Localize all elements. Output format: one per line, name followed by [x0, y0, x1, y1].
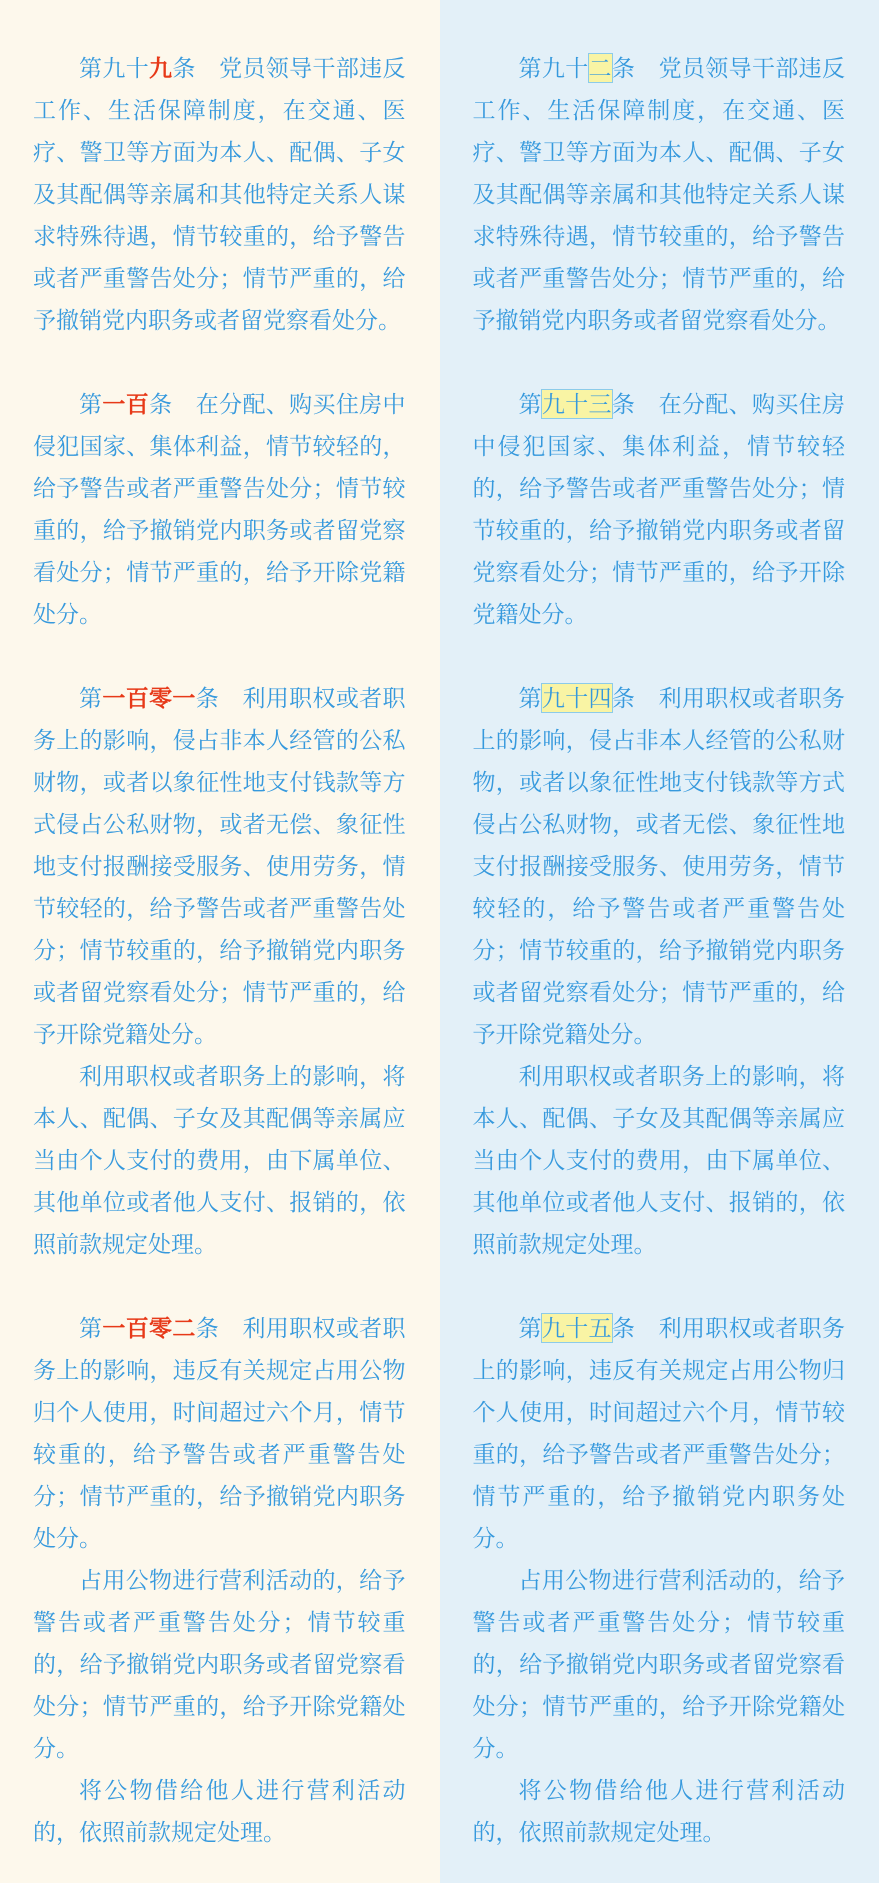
changed-number-highlight: 九十三: [542, 390, 612, 418]
article-text: 条 利用职权或者职务上的影响，违反有关规定占用公物归个人使用，时间超过六个月，情节较重的，给予警告或者严重警告处分；情节严重的，给予撤销党内职务处分。: [473, 1315, 846, 1551]
article-text: 第: [79, 1315, 102, 1341]
article-text: 条 党员领导干部违反工作、生活保障制度，在交通、医疗、警卫等方面为本人、配偶、子女及其配偶等亲属和其他特定关系人谋求特殊待遇，情节较重的，给予警告或者严重警告处分；情节严重的，给予撤销党内职务或者留党察看处分。: [33, 55, 406, 333]
article-text: 将公物借给他人进行营利活动的，依照前款规定处理。: [33, 1777, 406, 1845]
article: [473, 1307, 846, 1853]
article: [473, 47, 846, 341]
paragraph: [473, 1055, 846, 1265]
article-text: 条 在分配、购买住房中侵犯国家、集体利益，情节较轻的，给予警告或者严重警告处分；情节较重的，给予撤销党内职务或者留党察看处分；情节严重的，给予开除党籍处分。: [473, 391, 846, 627]
article-text: 第九十: [79, 55, 149, 81]
article-text: 将公物借给他人进行营利活动的，依照前款规定处理。: [473, 1777, 846, 1845]
article-text: 利用职权或者职务上的影响，将本人、配偶、子女及其配偶等亲属应当由个人支付的费用，由下属单位、其他单位或者他人支付、报销的，依照前款规定处理。: [33, 1063, 406, 1257]
paragraph: [33, 1559, 406, 1769]
article-text: 条 利用职权或者职务上的影响，违反有关规定占用公物归个人使用，时间超过六个月，情节较重的，给予警告或者严重警告处分；情节严重的，给予撤销党内职务处分。: [33, 1315, 406, 1551]
article: [33, 1307, 406, 1853]
article-text: 第: [519, 1315, 542, 1341]
changed-number-red: 一百零二: [102, 1315, 195, 1341]
article-text: 第: [79, 391, 102, 417]
article-text: 占用公物进行营利活动的，给予警告或者严重警告处分；情节较重的，给予撤销党内职务或者留党察看处分；情节严重的，给予开除党籍处分。: [473, 1567, 846, 1761]
article-text: 条 利用职权或者职务上的影响，侵占非本人经管的公私财物，或者以象征性地支付钱款等方式侵占公私财物，或者无偿、象征性地支付报酬接受服务、使用劳务，情节较轻的，给予警告或者严重警告处分；情节较重的，给予撤销党内职务或者留党察看处分；情节严重的，给予开除党籍处分。: [473, 685, 846, 1047]
paragraph: [473, 47, 846, 341]
article: [473, 383, 846, 635]
paragraph: [473, 677, 846, 1055]
article: [33, 383, 406, 635]
paragraph: [33, 47, 406, 341]
changed-number-red: 九: [149, 55, 172, 81]
right-document-panel: [440, 0, 879, 1883]
changed-number-highlight: 九十五: [542, 1314, 612, 1342]
article-text: 条 党员领导干部违反工作、生活保障制度，在交通、医疗、警卫等方面为本人、配偶、子女及其配偶等亲属和其他特定关系人谋求特殊待遇，情节较重的，给予警告或者严重警告处分；情节严重的，给予撤销党内职务或者留党察看处分。: [473, 55, 846, 333]
article-text: 第九十: [519, 55, 589, 81]
article-text: 第: [79, 685, 102, 711]
paragraph: [473, 1559, 846, 1769]
changed-number-highlight: 二: [589, 54, 612, 82]
paragraph: [33, 1769, 406, 1853]
changed-number-highlight: 九十四: [542, 684, 612, 712]
paragraph: [473, 383, 846, 635]
paragraph: [33, 383, 406, 635]
article-text: 条 在分配、购买住房中侵犯国家、集体利益，情节较轻的，给予警告或者严重警告处分；情节较重的，给予撤销党内职务或者留党察看处分；情节严重的，给予开除党籍处分。: [33, 391, 406, 627]
paragraph: [33, 1055, 406, 1265]
article-text: 条 利用职权或者职务上的影响，侵占非本人经管的公私财物，或者以象征性地支付钱款等方式侵占公私财物，或者无偿、象征性地支付报酬接受服务、使用劳务，情节较轻的，给予警告或者严重警告处分；情节较重的，给予撤销党内职务或者留党察看处分；情节严重的，给予开除党籍处分。: [33, 685, 406, 1047]
article-text: 利用职权或者职务上的影响，将本人、配偶、子女及其配偶等亲属应当由个人支付的费用，由下属单位、其他单位或者他人支付、报销的，依照前款规定处理。: [473, 1063, 846, 1257]
article: [33, 677, 406, 1265]
changed-number-red: 一百: [102, 391, 149, 417]
article: [473, 677, 846, 1265]
article-text: 占用公物进行营利活动的，给予警告或者严重警告处分；情节较重的，给予撤销党内职务或者留党察看处分；情节严重的，给予开除党籍处分。: [33, 1567, 406, 1761]
paragraph: [33, 677, 406, 1055]
paragraph: [473, 1769, 846, 1853]
article: [33, 47, 406, 341]
paragraph: [473, 1307, 846, 1559]
changed-number-red: 一百零一: [102, 685, 195, 711]
paragraph: [33, 1307, 406, 1559]
article-text: 第: [519, 685, 542, 711]
article-text: 第: [519, 391, 542, 417]
